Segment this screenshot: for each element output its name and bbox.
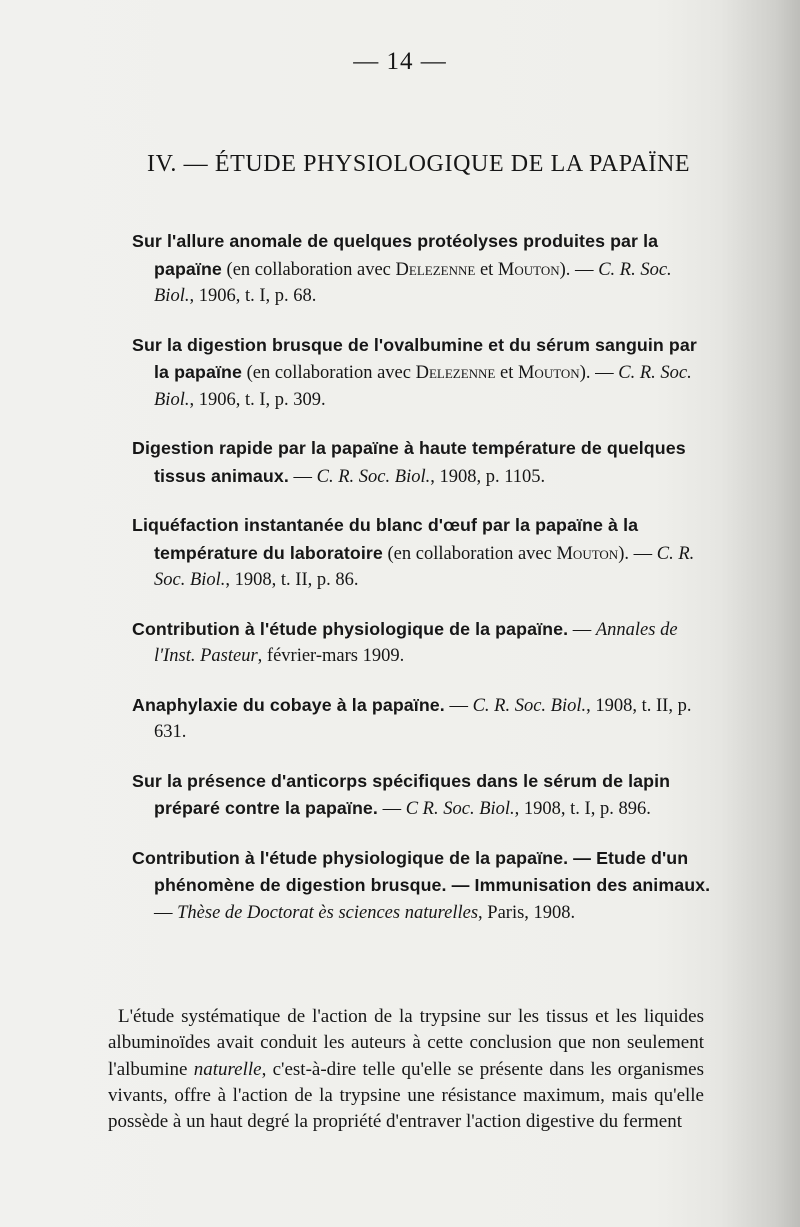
- author-name: Mouton: [497, 259, 560, 280]
- paragraph-text: L'étude systématique de l'action de la trypsine sur les tissus et les liquides albuminoïdes avait conduit les auteurs à cette conclusion que non seulement l'albumine: [108, 1006, 704, 1080]
- reference-title: Sur l'allure anomale de quelques protéolyses produites par la papaïne: [132, 231, 659, 279]
- reference-collab-text: ). —: [618, 543, 657, 564]
- section-title: IV. — ÉTUDE PHYSIOLOGIQUE DE LA PAPAÏNE: [147, 151, 691, 177]
- reference-separator: —: [288, 466, 317, 487]
- paragraph-emphasis: naturelle: [193, 1058, 262, 1080]
- reference-separator: —: [377, 799, 406, 819]
- reference-collab-text: (en collaboration avec: [241, 363, 416, 383]
- reference-item: [132, 512, 712, 594]
- reference-title: Sur la digestion brusque de l'ovalbumine et du sérum sanguin par la papaïne: [132, 334, 697, 382]
- reference-journal: C. R. Soc. Biol.: [316, 466, 431, 487]
- reference-separator: —: [444, 695, 473, 716]
- reference-item: [132, 845, 712, 927]
- author-name: Mouton: [556, 543, 619, 564]
- paragraph-text: , c'est-à-dire telle qu'elle se présente dans les organismes vivants, offre à l'action de la trypsine une résistance maximum, mais qu'elle possède à un haut degré la propriété d'entraver l'action digestive du ferment: [108, 1058, 704, 1133]
- reference-journal: C. R. Soc. Biol.: [154, 259, 672, 306]
- reference-citation: , 1906, t. I, p. 309.: [189, 389, 326, 410]
- reference-citation: , Paris, 1908.: [478, 902, 576, 923]
- reference-citation: , 1908, t. II, p. 631.: [154, 695, 692, 742]
- reference-list: [132, 228, 712, 948]
- reference-title: Digestion rapide par la papaïne à haute température de quelques tissus animaux.: [132, 438, 686, 486]
- author-name: Mouton: [517, 363, 580, 383]
- reference-separator: —: [568, 619, 596, 640]
- reference-item: [132, 435, 712, 490]
- reference-collab-text: ). —: [579, 363, 619, 383]
- reference-title: Sur la présence d'anticorps spécifiques dans le sérum de lapin préparé contre la papaïne.: [132, 770, 671, 818]
- reference-item: [132, 616, 712, 670]
- reference-journal: C. R. Soc. Biol.: [472, 695, 587, 716]
- body-paragraph: [108, 1004, 704, 1135]
- reference-connector: et: [495, 363, 518, 383]
- reference-item: [132, 768, 712, 823]
- reference-journal: C. R. Soc. Biol.: [154, 543, 695, 590]
- reference-collab-text: ). —: [559, 259, 599, 280]
- reference-separator: —: [154, 902, 178, 923]
- reference-item: [132, 692, 712, 746]
- reference-title: Liquéfaction instantanée du blanc d'œuf par la papaïne à la température du laboratoire: [132, 515, 639, 563]
- reference-collab-text: (en collaboration avec: [221, 259, 396, 280]
- author-name: Delezenne: [395, 259, 476, 280]
- reference-citation: , 1906, t. I, p. 68.: [189, 286, 317, 306]
- page-number: — 14 —: [353, 48, 447, 75]
- reference-journal: Annales de l'Inst. Pasteur: [154, 619, 678, 666]
- reference-item: [132, 228, 712, 310]
- reference-title: Contribution à l'étude physiologique de la papaïne.: [132, 618, 569, 639]
- reference-title: Anaphylaxie du cobaye à la papaïne.: [132, 694, 445, 715]
- reference-journal: C. R. Soc. Biol.: [154, 363, 692, 410]
- reference-citation: , 1908, p. 1105.: [430, 466, 546, 487]
- reference-item: [132, 332, 712, 414]
- reference-citation: , février-mars 1909.: [257, 646, 405, 666]
- reference-journal: Thèse de Doctorat ès sciences naturelles: [177, 902, 479, 923]
- reference-citation: , 1908, t. II, p. 86.: [225, 570, 359, 590]
- reference-citation: , 1908, t. I, p. 896.: [514, 799, 651, 819]
- reference-journal: C R. Soc. Biol.: [405, 799, 515, 819]
- reference-title: Contribution à l'étude physiologique de la papaïne. — Etude d'un phénomène de digestion brusque. — Immunisation des animaux.: [132, 847, 711, 895]
- author-name: Delezenne: [415, 363, 496, 383]
- reference-collab-text: (en collaboration avec: [382, 543, 557, 564]
- reference-connector: et: [475, 259, 498, 280]
